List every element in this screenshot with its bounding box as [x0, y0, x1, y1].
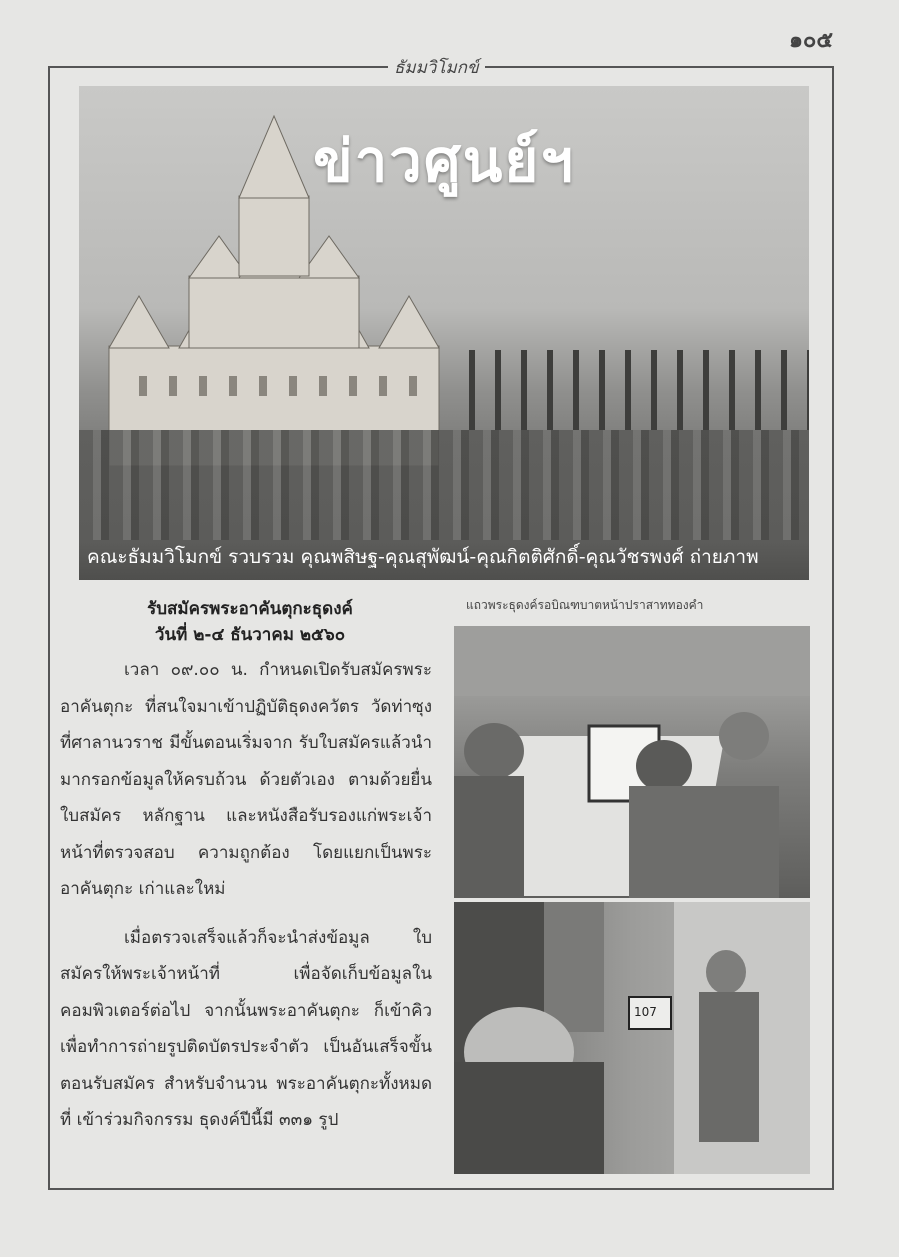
id-photo-session [454, 902, 810, 1174]
monks-procession [79, 430, 809, 540]
article-heading [60, 596, 440, 648]
article-paragraph-1: เวลา ๐๙.๐๐ น. กำหนดเปิดรับสมัครพระอาคันตุกะ ที่สนใจมาเข้าปฏิบัติธุดงควัตร วัดท่าซุง ที่ศาลานวราช มีขั้นตอนเริ่มจาก รับใบสมัครแล้วนำมากรอกข้อมูลให้ครบถ้วน ด้วยตัวเอง ตามด้วยยื่นใบสมัคร หลักฐาน และหนังสือรับรองแก่พระเจ้าหน้าที่ตรวจสอบ ความถูกต้อง โดยแยกเป็นพระอาคันตุกะ เก่าและใหม่ [60, 660, 432, 899]
article-title: รับสมัครพระอาคันตุกะธุดงค์ [147, 599, 353, 619]
hero-photo [79, 86, 809, 580]
publication-title: ธัมมวิโมกข์ [388, 54, 485, 81]
palm-trees [469, 350, 809, 430]
photo-caption: แถวพระธุดงค์รอบิณฑบาตหน้าปราสาททองคำ [466, 598, 704, 612]
page-number: ๑๐๕ [788, 27, 833, 53]
article-body [60, 652, 432, 1139]
photo-credit: คณะธัมมวิโมกข์ รวบรวม คุณพสิษฐ-คุณสุพัฒน์-คุณกิตติศักดิ์-คุณวัชรพงศ์ ถ่ายภาพ [87, 546, 759, 568]
photo-number-card: 107 [634, 1005, 657, 1019]
hero-title: ข่าวศูนย์ฯ [313, 127, 575, 195]
id-photo-scene [454, 902, 810, 1174]
registration-photo [454, 626, 810, 898]
article-paragraph-2: เมื่อตรวจเสร็จแล้วก็จะนำส่งข้อมูล ใบสมัครให้พระเจ้าหน้าที่ เพื่อจัดเก็บข้อมูลใน คอมพิวเตอร์ต่อไป จากนั้นพระอาคันตุกะ ก็เข้าคิว เพื่อทำการถ่ายรูปติดบัตรประจำตัว เป็นอันเสร็จขั้นตอนรับสมัคร สำหรับจำนวน พระอาคันตุกะทั้งหมดที่ เข้าร่วมกิจกรรม ธุดงค์ปีนี้มี ๓๓๑ รูป [60, 927, 432, 1130]
article-date: วันที่ ๒-๔ ธันวาคม ๒๕๖๐ [154, 625, 346, 645]
registration-scene [454, 626, 810, 898]
